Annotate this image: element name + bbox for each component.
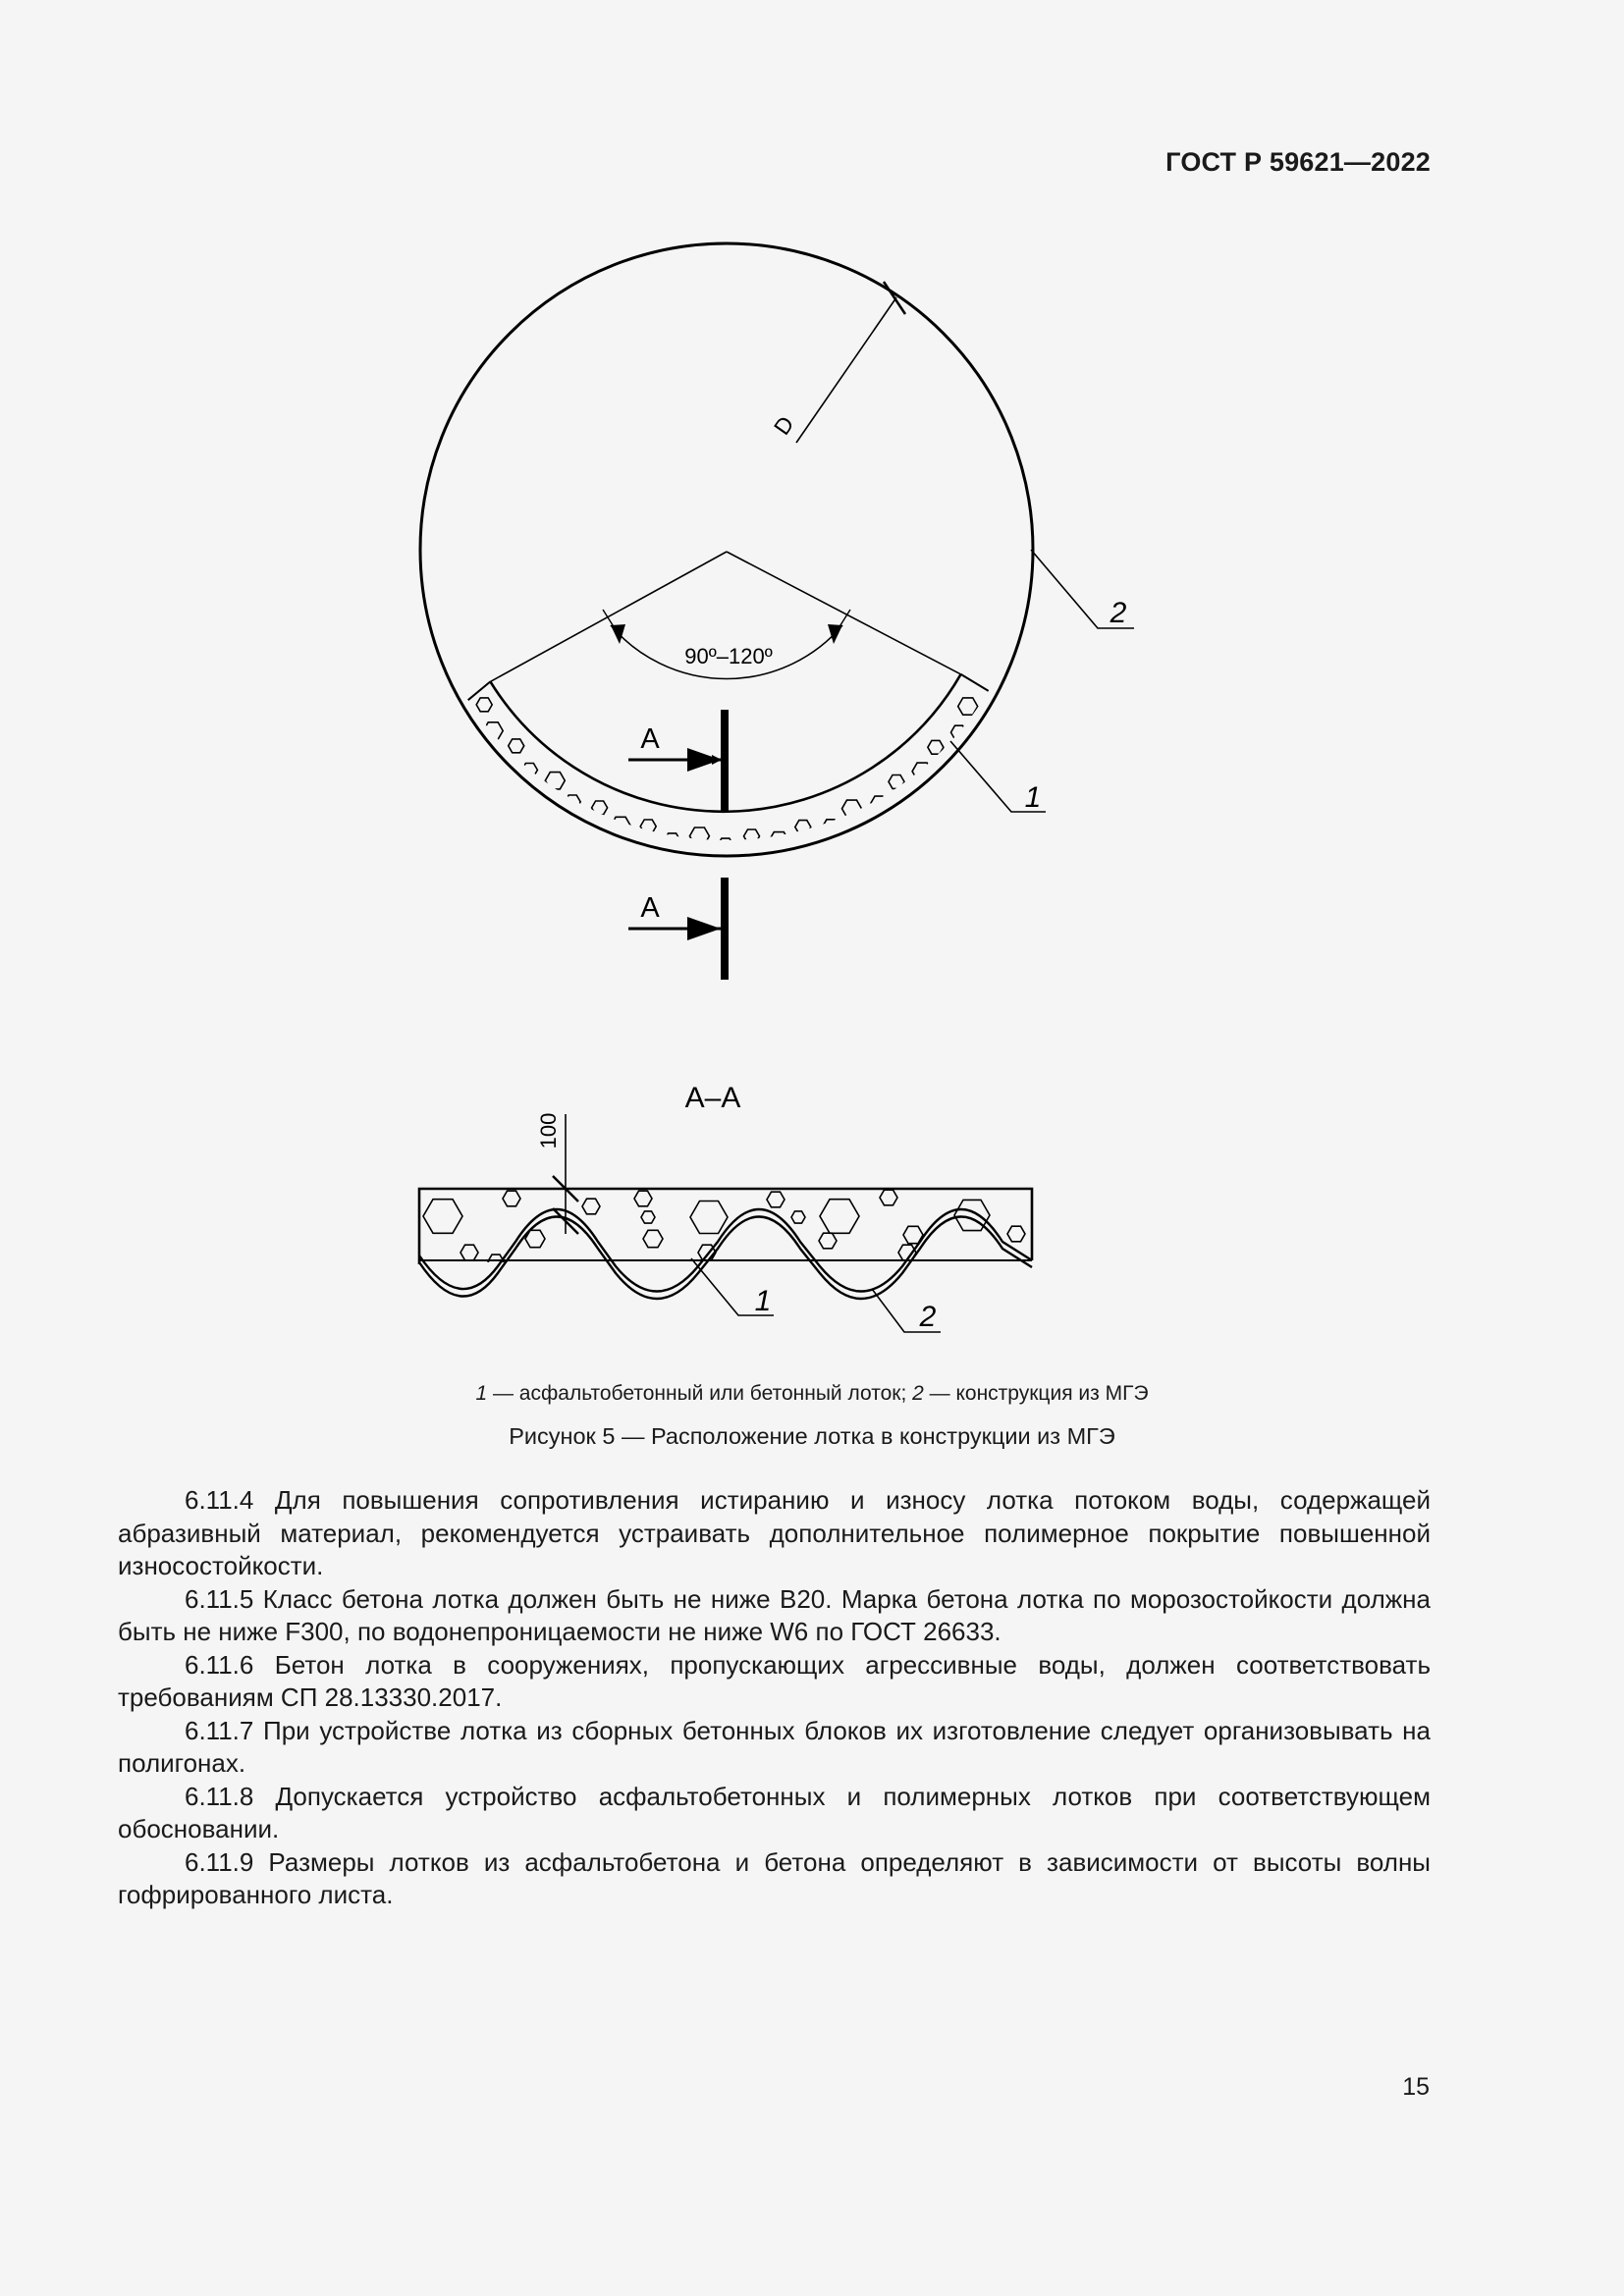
callout-2-label: 2 [1110, 597, 1127, 629]
figure-legend [0, 1382, 1624, 1406]
section-mark-upper-label: А [640, 723, 660, 755]
paragraph-6-11-6: 6.11.6 Бетон лотка в сооружениях, пропускающих агрессивные воды, должен соответствовать требованиям СП 28.13330.2017. [118, 1649, 1431, 1712]
paragraph-6-11-9: 6.11.9 Размеры лотков из асфальтобетона и бетона определяют в зависимости от высоты волны гофрированного листа. [118, 1846, 1431, 1909]
page-number: 15 [1402, 2073, 1430, 2101]
paragraph-6-11-5: 6.11.5 Класс бетона лотка должен быть не ниже В20. Марка бетона лотка по морозостойкости должна быть не ниже F300, по водонепроницаемости не ниже W6 по ГОСТ 26633. [118, 1583, 1431, 1646]
figure-caption: Рисунок 5 — Расположение лотка в конструкции из МГЭ [509, 1423, 1115, 1449]
legend-text-2: — конструкция из МГЭ [923, 1382, 1149, 1405]
diameter-label: D [768, 411, 799, 440]
dimension-100-label: 100 [536, 1112, 561, 1149]
paragraph-6-11-4: 6.11.4 Для повышения сопротивления истиранию и износу лотка потоком воды, содержащей абразивный материал, рекомендуется устраивать дополнительное полимерное покрытие повышенной износостойкости. [118, 1485, 1431, 1580]
paragraph-6-11-7: 6.11.7 При устройстве лотка из сборных бетонных блоков их изготовление следует организовывать на полигонах. [118, 1715, 1431, 1778]
legend-text-1: — асфальтобетонный или бетонный лоток; [487, 1382, 913, 1405]
section-callout-2-label: 2 [919, 1301, 937, 1333]
legend-num-1: 1 [475, 1382, 488, 1405]
section-title: А–А [684, 1082, 741, 1114]
document-code: ГОСТ Р 59621—2022 [1165, 147, 1431, 177]
section-mark-lower-label: А [640, 892, 660, 924]
diameter-leader [796, 297, 896, 443]
paragraph-6-11-8: 6.11.8 Допускается устройство асфальтобетонных и полимерных лотков при соответствующем обосновании. [118, 1781, 1431, 1843]
callout-1-label: 1 [1024, 781, 1042, 814]
legend-num-2: 2 [912, 1382, 924, 1405]
section-callout-1-label: 1 [754, 1285, 772, 1317]
body-text [118, 1484, 1431, 1912]
angle-label: 90º–120º [684, 644, 773, 668]
tray-right-end [961, 674, 989, 691]
